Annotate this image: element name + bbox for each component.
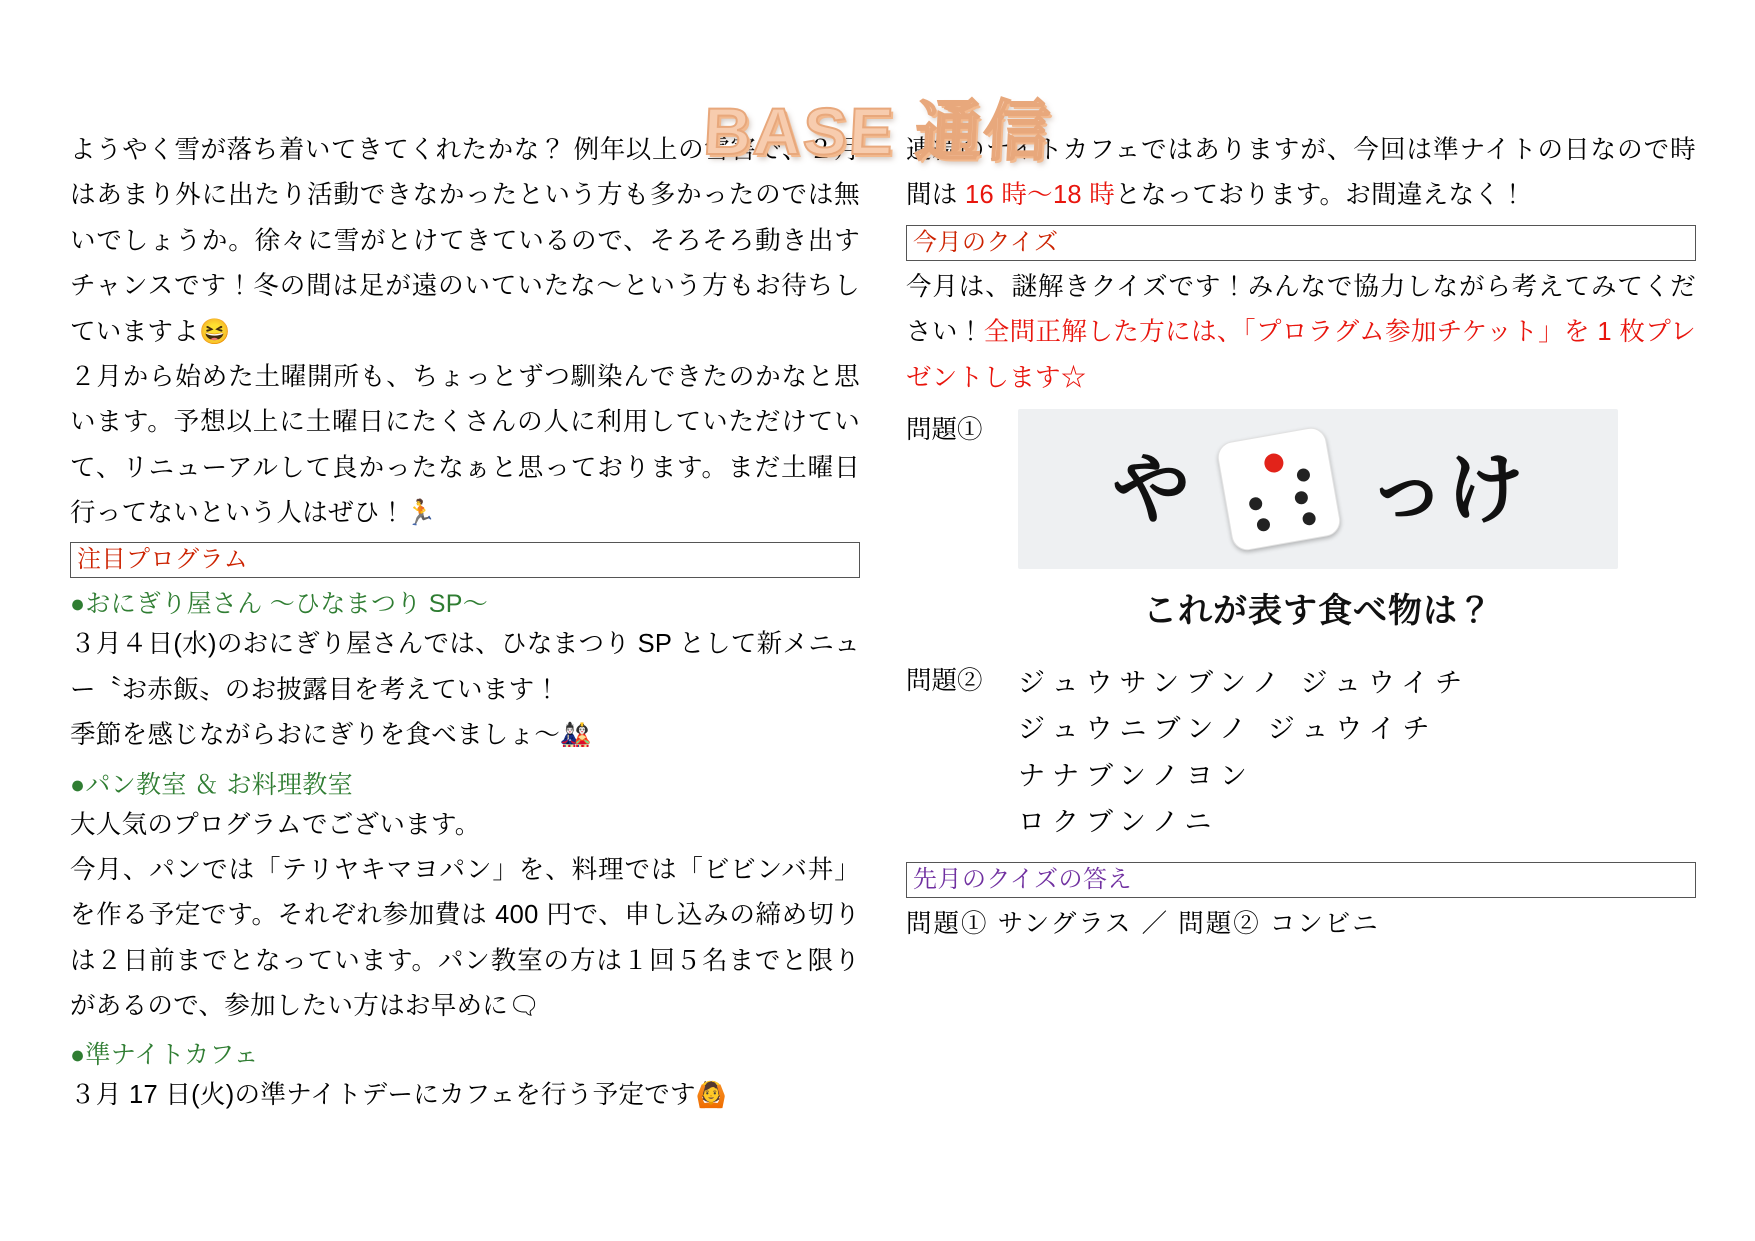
intro-paragraph-2-text: ２月から始めた土曜開所も、ちょっとずつ馴染んできたのかなと思います。予想以上に土曜日にたくさんの人に利用していただけていて、リニューアルして良かったなぁと思っております。まだ土曜日行ってないという人はぜひ！ [70, 362, 860, 527]
question-2-label: 問題② [906, 666, 983, 695]
program-2-title: ●パン教室 ＆ お料理教室 [70, 770, 353, 799]
question-1-row [906, 409, 1696, 632]
section-header-label: 注目プログラム [77, 546, 249, 574]
rebus-puzzle-image [1018, 409, 1618, 569]
ok-gesture-icon: 🙆 [695, 1081, 728, 1110]
answer-header-label: 先月のクイズの答え [913, 865, 1133, 893]
two-column-body [0, 110, 1755, 1119]
question-2-row [906, 660, 1696, 846]
intro-paragraph-1-text: ようやく雪が落ち着いてきてくれたかな？ 例年以上の雪害で、２月はあまり外に出たり活動できなかったという方も多かったのでは無いでしょうか。徐々に雪がとけてきているので、そろそろ動き出すチャンスです！冬の間は足が遠のいていたな～という方もお待ちしていますよ [70, 136, 860, 346]
program-1-title: ●おにぎり屋さん ～ひなまつり SP～ [70, 590, 489, 619]
last-month-answer-text: 問題① サングラス ／ 問題② コンビニ [906, 909, 1380, 938]
page-title: BASE 通信 [701, 94, 1054, 168]
rebus-row [1018, 409, 1618, 569]
program-3-title: ●準ナイトカフェ [70, 1041, 259, 1070]
quiz-intro-red: 全問正解した方には、「プロラグム参加チケット」を 1 枚プレゼントします☆ [906, 318, 1697, 392]
rebus-left-char: や [1111, 444, 1190, 533]
intro-paragraph-2 [70, 355, 860, 537]
program-1-text-2-label: 季節を感じながらおにぎりを食べましょ～ [70, 721, 561, 750]
section-header-last-month-answer [906, 862, 1696, 898]
quiz-header-label: 今月のクイズ [913, 228, 1059, 256]
cafe-text-suffix: となっております。お間違えなく！ [1115, 181, 1526, 210]
section-header-quiz [906, 225, 1696, 261]
right-column [906, 128, 1696, 1119]
question-2-line-1: ジュウサンブンノ ジュウイチ [1018, 667, 1470, 698]
question-2-line-4: ロクブンノニ [1018, 807, 1219, 838]
section-header-featured-programs [70, 542, 860, 578]
program-3-text-label: ３月 17 日(火)の準ナイトデーにカフェを行う予定です [70, 1081, 696, 1110]
program-2-text-2 [70, 848, 860, 1030]
program-1-text-2 [70, 713, 860, 758]
japanese-dolls-icon: 🎎 [560, 721, 592, 750]
dice-icon [1215, 425, 1342, 552]
question-1-content [1018, 409, 1618, 632]
quiz-intro [906, 265, 1696, 401]
title-area [0, 0, 1755, 168]
rebus-right-char: っけ [1368, 444, 1525, 533]
question-2-line-2: ジュウニブンノ ジュウイチ [1018, 714, 1437, 745]
program-3-text [70, 1073, 860, 1118]
quiz-intro-black: 今月は、謎解きクイズです！みんなで協力しながら考えてみてください！ [906, 272, 1696, 347]
cafe-text-prefix: 連続のナイトカフェではありますが、今回は準ナイトの日なので時間は [906, 136, 1696, 210]
left-column [70, 128, 860, 1119]
program-2-text-2-label: 今月、パンでは「テリヤキマヨパン」を、料理では「ビビンバ丼」を作る予定です。それぞれ参加費は 400 円で、申し込みの締め切りは２日前までとなっています。パン教室の方は１回５名までと限りがあるので、参加したい方はお早めに [70, 855, 860, 1020]
running-person-icon: 🏃 [405, 499, 437, 527]
cafe-time: 16 時～18 時 [965, 181, 1116, 210]
program-2-text-1: 大人気のプログラムでございます。 [70, 810, 481, 839]
smiling-face-icon: 😆 [199, 317, 231, 346]
program-1-text: ３月４日(水)のおにぎり屋さんでは、ひなまつり SP として新メニュー〝お赤飯〟のお披露目を考えています！ [70, 630, 860, 704]
question-1-label: 問題① [906, 415, 983, 444]
question-2-line-3: ナナブンノヨン [1018, 760, 1254, 791]
speech-balloon-icon: 🗨 [508, 992, 541, 1020]
question-2-lines [1018, 660, 1469, 846]
dice-face [1216, 426, 1341, 551]
rebus-question-text: これが表す食べ物は？ [1143, 591, 1493, 630]
